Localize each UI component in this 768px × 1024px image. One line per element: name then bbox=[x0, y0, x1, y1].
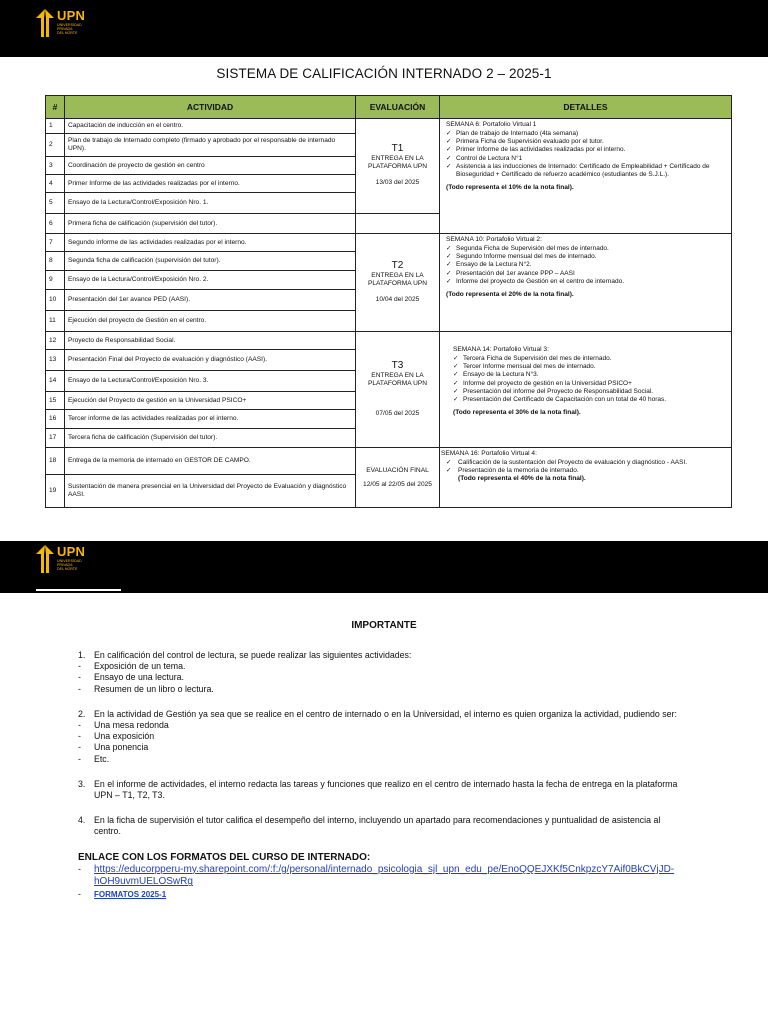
formats-url-link[interactable]: https://educorpperu-my.sharepoint.com/:f:/g/personal/internado_psicologia_sjl_upn_edu_pe/EnoQQEJXKf5CnkpzcY7Aif0BkCVjJD-hOH9uvmUELOSwRg bbox=[94, 863, 675, 888]
check-icon: ✓ bbox=[446, 138, 452, 146]
row-activity: Sustentación de manera presencial en la Universidad del Proyecto de Evaluación y diagnóstico AASI. bbox=[65, 475, 356, 508]
row-activity: Proyecto de Responsabilidad Social. bbox=[65, 332, 356, 350]
row-num: 12 bbox=[46, 332, 65, 350]
row-activity: Coordinación de proyecto de gestión en centro bbox=[65, 157, 356, 175]
row-activity: Ensayo de la Lectura/Control/Exposición Nro. 1. bbox=[65, 193, 356, 214]
row-num: 18 bbox=[46, 448, 65, 475]
links-heading: ENLACE CON LOS FORMATOS DEL CURSO DE INTERNADO: bbox=[78, 851, 371, 863]
row-num: 13 bbox=[46, 350, 65, 371]
check-icon: ✓ bbox=[453, 371, 459, 379]
row-num: 14 bbox=[46, 371, 65, 392]
check-icon: ✓ bbox=[446, 154, 452, 162]
row-activity: Ejecución del Proyecto de gestión en la Universidad PSICO+ bbox=[65, 392, 356, 410]
list-item: 4. En la ficha de supervisión el tutor califica el desempeño del interno, incluyendo un apartado para recomendaciones y puntualidad de asistencia al centro. bbox=[78, 815, 661, 837]
check-icon: ✓ bbox=[446, 146, 452, 154]
link-item: - https://educorpperu-my.sharepoint.com/:f:/g/personal/internado_psicologia_sjl_upn_edu_pe/EnoQQEJXKf5CnkpzcY7Aif0BkCVjJD-hOH9uvmUELOSwRg bbox=[78, 864, 678, 889]
row-num: 11 bbox=[46, 311, 65, 332]
document-title: SISTEMA DE CALIFICACIÓN INTERNADO 2 – 2025-1 bbox=[216, 66, 552, 81]
list-item: 2. En la actividad de Gestión ya sea que se realice en el centro de internado o en la Universidad, el interno es quien organiza la actividad, pudiendo ser: - Una mesa redonda - Una exposición - Una ponencia - Etc. bbox=[78, 708, 677, 764]
row-num: 1 bbox=[46, 119, 65, 134]
details-t1-foot: (Todo representa el 10% de la nota final). bbox=[446, 184, 574, 192]
logo-sub: UNIVERSIDAD PRIVADA DEL NORTE bbox=[57, 559, 82, 571]
row-activity: Ensayo de la Lectura/Control/Exposición Nro. 3. bbox=[65, 371, 356, 392]
details-t1 bbox=[440, 119, 732, 234]
important-heading: IMPORTANTE bbox=[351, 620, 417, 631]
details-final-week: SEMANA 16: Portafolio Virtual 4: bbox=[441, 450, 537, 457]
list-item: ✓ Ensayo de la Lectura N°3. bbox=[453, 371, 539, 379]
list-item: ✓ Ensayo de la Lectura N°2. bbox=[446, 261, 532, 269]
row-activity: Tercera ficha de calificación (Supervisión del tutor). bbox=[65, 429, 356, 448]
upn-torch-icon bbox=[34, 9, 56, 37]
row-num: 9 bbox=[46, 271, 65, 290]
check-icon: ✓ bbox=[446, 245, 452, 252]
details-t3-week: SEMANA 14: Portafolio Virtual 3: bbox=[453, 346, 549, 353]
list-item: ✓ Segundo Informe mensual del mes de internado. bbox=[446, 253, 597, 261]
logo-brand: UPN bbox=[57, 8, 86, 23]
list-item: ✓ Calificación de la sustentación del Proyecto de evaluación y diagnóstico - AASI. bbox=[446, 459, 688, 466]
row-num: 4 bbox=[46, 175, 65, 193]
row-activity: Primer Informe de las actividades realizadas por el interno. bbox=[65, 175, 356, 193]
row-num: 15 bbox=[46, 392, 65, 410]
row-num: 5 bbox=[46, 193, 65, 214]
eval-t2-label: T2 bbox=[391, 259, 404, 271]
check-icon: ✓ bbox=[453, 355, 459, 362]
check-icon: ✓ bbox=[446, 269, 452, 277]
table-row bbox=[46, 234, 732, 252]
check-icon: ✓ bbox=[453, 396, 459, 404]
list-item: ✓ Presentación de la memoria de internado. bbox=[446, 467, 579, 475]
important-list bbox=[78, 650, 678, 900]
details-t2-week: SEMANA 10: Portafolio Virtual 2: bbox=[446, 236, 542, 243]
header-activity: ACTIVIDAD bbox=[65, 96, 356, 119]
eval-t2-entrega: ENTREGA EN LA PLATAFORMA UPN bbox=[367, 271, 428, 287]
eval-final-date: 12/05 al 22/05 del 2025 bbox=[363, 480, 432, 488]
list-item: ✓ Tercera Ficha de Supervisión del mes de internado. bbox=[453, 355, 612, 362]
check-icon: ✓ bbox=[453, 363, 459, 371]
row-activity: Segunda ficha de calificación (supervisión del tutor). bbox=[65, 252, 356, 271]
list-item: ✓ Presentación del informe del Proyecto de Responsabilidad Social. bbox=[453, 387, 654, 395]
eval-t3-label: T3 bbox=[391, 359, 404, 371]
logo-sub: UNIVERSIDAD PRIVADA DEL NORTE bbox=[57, 23, 82, 35]
check-icon: ✓ bbox=[446, 459, 452, 466]
check-icon: ✓ bbox=[446, 162, 452, 170]
link-item: - FORMATOS 2025-1 bbox=[78, 888, 167, 899]
details-t3 bbox=[440, 332, 732, 448]
details-t2 bbox=[440, 234, 732, 332]
grades-table bbox=[45, 95, 732, 508]
list-item: ✓ Primera Ficha de Supervisión evaluado por el tutor. bbox=[446, 138, 604, 146]
row-num: 19 bbox=[46, 475, 65, 508]
header-details: DETALLES bbox=[440, 96, 732, 119]
eval-t3-entrega: ENTREGA EN LA PLATAFORMA UPN bbox=[367, 371, 428, 387]
logo-brand: UPN bbox=[57, 544, 86, 559]
row-activity: Ejecución del proyecto de Gestión en el centro. bbox=[65, 311, 356, 332]
row-activity: Presentación del 1er avance PED (AASI). bbox=[65, 290, 356, 311]
list-item: ✓ Segunda Ficha de Supervisión del mes de internado. bbox=[446, 245, 609, 252]
eval-t2 bbox=[356, 234, 440, 332]
row-activity: Tercer informe de las actividades realizadas por el interno. bbox=[65, 410, 356, 429]
check-icon: ✓ bbox=[446, 253, 452, 261]
eval-t3 bbox=[356, 332, 440, 448]
list-item: ✓ Plan de trabajo de Internado (4ta semana) bbox=[446, 130, 579, 137]
row-activity: Primera ficha de calificación (supervisión del tutor). bbox=[65, 214, 356, 234]
row-num: 3 bbox=[46, 157, 65, 175]
eval-t1 bbox=[356, 119, 440, 214]
header-evaluation: EVALUACIÓN bbox=[356, 96, 440, 119]
check-icon: ✓ bbox=[446, 130, 452, 137]
row-num: 16 bbox=[46, 410, 65, 429]
header-num: # bbox=[46, 96, 65, 119]
check-icon: ✓ bbox=[453, 387, 459, 395]
eval-t1-entrega: ENTREGA EN LA PLATAFORMA UPN bbox=[367, 155, 428, 170]
check-icon: ✓ bbox=[446, 261, 452, 269]
details-t2-foot: (Todo representa el 20% de la nota final). bbox=[446, 291, 574, 299]
eval-final-label: EVALUACIÓN FINAL bbox=[366, 466, 429, 474]
upn-logo bbox=[34, 545, 85, 573]
list-item: ✓ Presentación del Certificado de Capacitación con un total de 40 horas. bbox=[453, 396, 667, 404]
list-item: ✓ Informe del proyecto de gestión en la Universidad PSICO+ bbox=[453, 379, 632, 387]
upn-logo bbox=[34, 9, 85, 37]
list-item: ✓ Control de Lectura N°1 bbox=[446, 154, 523, 162]
formats-2025-link[interactable]: FORMATOS 2025-1 bbox=[94, 889, 167, 899]
row-num: 2 bbox=[46, 134, 65, 157]
check-icon: ✓ bbox=[446, 277, 452, 285]
row-activity: Presentación Final del Proyecto de evaluación y diagnóstico (AASI). bbox=[65, 350, 356, 371]
page-header-band bbox=[0, 541, 768, 593]
row-activity: Segundo informe de las actividades realizadas por el interno. bbox=[65, 234, 356, 252]
table-header-row bbox=[46, 96, 732, 119]
list-item: 1. En calificación del control de lectura, se puede realizar las siguientes actividades: - Exposición de un tema. - Ensayo de una lectura. - Resumen de un libro o lectura. bbox=[78, 650, 412, 694]
table-row bbox=[46, 119, 732, 134]
list-item: ✓ Presentación del 1er avance PPP – AASI bbox=[446, 269, 575, 277]
row-activity: Capacitación de inducción en el centro. bbox=[65, 119, 356, 134]
list-item: ✓ Primer Informe de las actividades realizadas por el interno. bbox=[446, 146, 626, 154]
table-row bbox=[46, 332, 732, 350]
row-num: 17 bbox=[46, 429, 65, 448]
details-t3-foot: (Todo representa el 30% de la nota final). bbox=[453, 409, 581, 417]
check-icon: ✓ bbox=[446, 467, 452, 475]
list-item: ✓ Asistencia a las inducciones de Internado: Certificado de Empleabilidad + Certificado de Bioseguridad + Certificado de refuerzo académico (estudiantes de S.J.L.). bbox=[446, 162, 710, 179]
row-num: 6 bbox=[46, 214, 65, 234]
eval-t1-date: 13/03 del 2025 bbox=[375, 179, 420, 186]
row-activity: Entrega de la memoria de internado en GESTOR DE CAMPO. bbox=[65, 448, 356, 475]
row-activity: Plan de trabajo de Internado completo (firmado y aprobado por el responsable de internado UPN). bbox=[65, 134, 356, 157]
details-t1-week: SEMANA 6: Portafolio Virtual 1 bbox=[446, 121, 537, 128]
row-activity: Ensayo de la Lectura/Control/Exposición Nro. 2. bbox=[65, 271, 356, 290]
row-num: 7 bbox=[46, 234, 65, 252]
details-final-foot: (Todo representa el 40% de la nota final). bbox=[458, 475, 586, 483]
eval-t3-date: 07/05 del 2025 bbox=[375, 409, 420, 417]
upn-torch-icon bbox=[34, 545, 56, 573]
header-underline bbox=[36, 589, 121, 591]
list-item: ✓ Tercer Informe mensual del mes de internado. bbox=[453, 363, 596, 371]
header-band bbox=[0, 0, 768, 57]
eval-t1-label: T1 bbox=[391, 143, 404, 154]
details-final bbox=[440, 448, 732, 508]
row-num: 8 bbox=[46, 252, 65, 271]
table-row bbox=[46, 448, 732, 475]
row-num: 10 bbox=[46, 290, 65, 311]
list-item: 3. En el informe de actividades, el interno redacta las tareas y funciones que realizo en el centro de internado hasta la fecha de entrega en la plataforma UPN – T1, T2, T3. bbox=[78, 778, 678, 801]
eval-t1-spacer bbox=[356, 214, 440, 234]
list-item: ✓ Informe del proyecto de Gestión en el centro de internado. bbox=[446, 277, 625, 285]
eval-final bbox=[356, 448, 440, 508]
eval-t2-date: 10/04 del 2025 bbox=[375, 295, 420, 303]
check-icon: ✓ bbox=[453, 379, 459, 387]
